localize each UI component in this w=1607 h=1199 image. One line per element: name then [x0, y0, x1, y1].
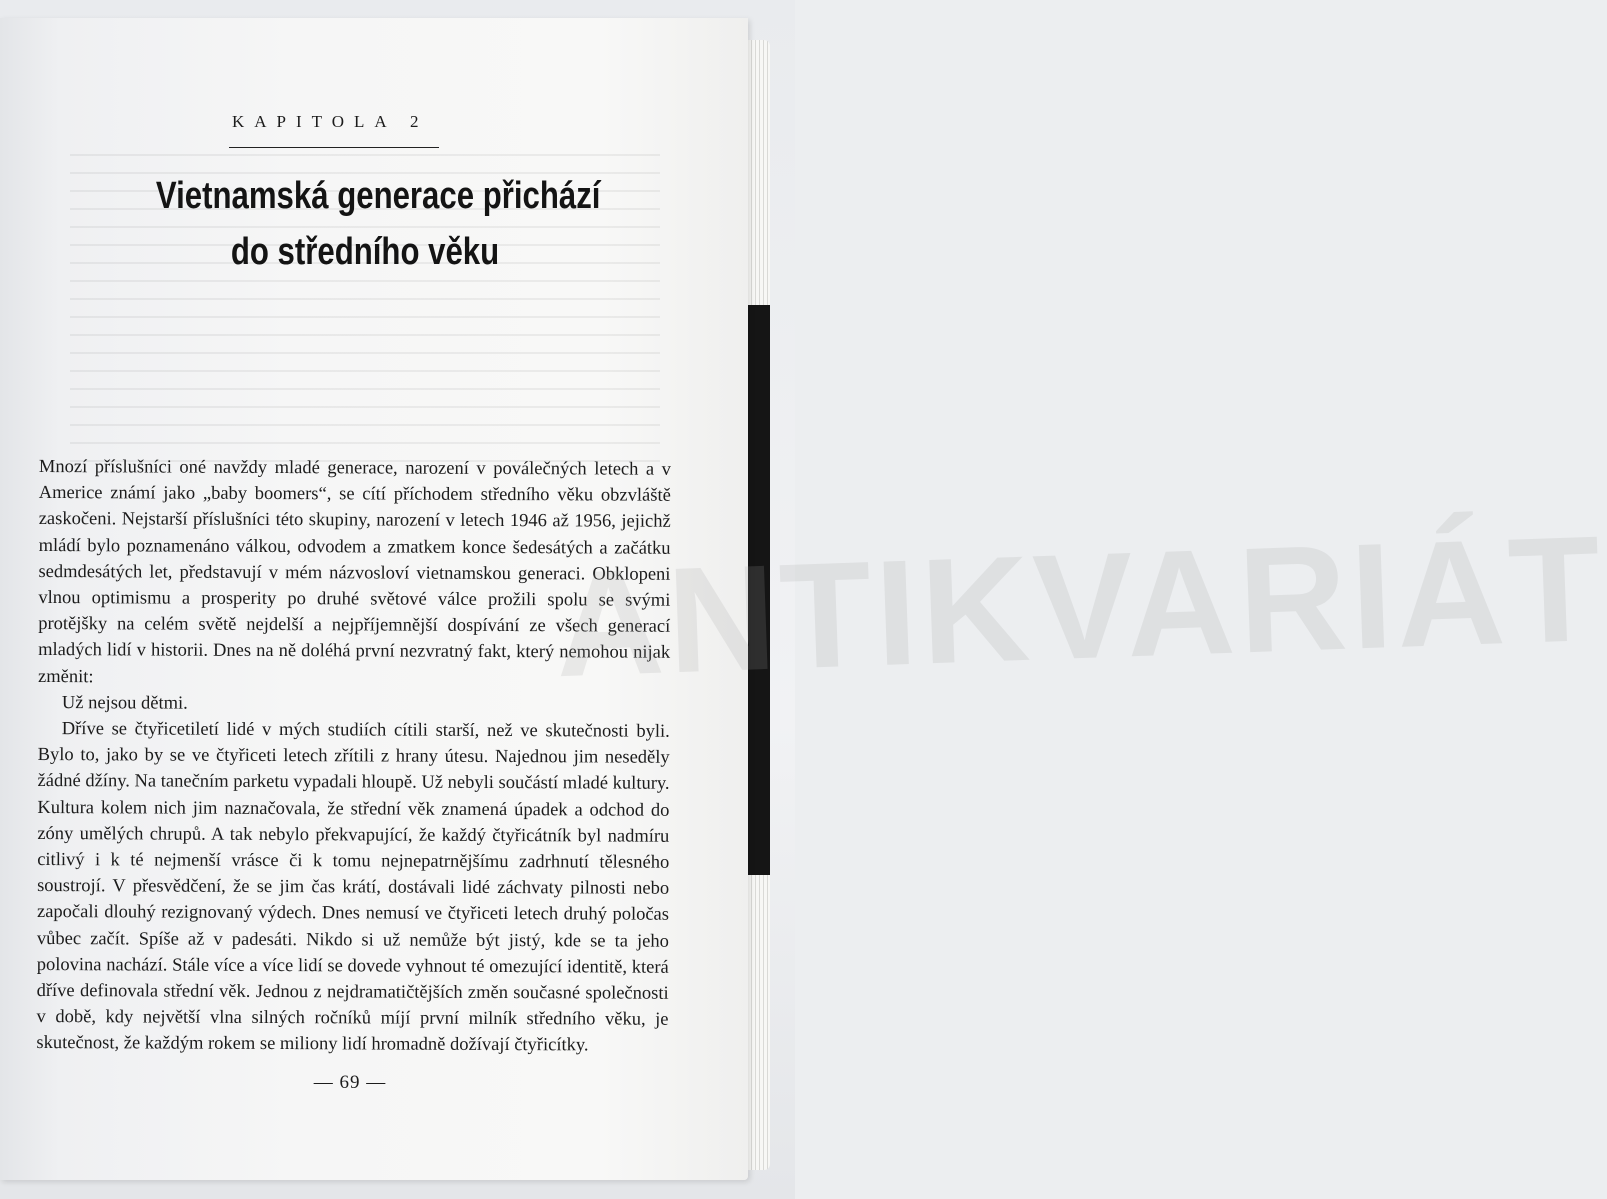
paragraph-3: Dříve se čtyřicetiletí lidé v mých studiích cítili starší, než ve skutečnosti byli. Bylo to, jako by se ve čtyřiceti letech zřítili z hrany útesu. Najednou jim neseděly žádné džíny. Na tanečním parketu vypadali hloupě. Už nebyli součástí mladé kultury. Kultura kolem nich jim naznačovala, že střední věk znamená úpadek a odchod do zóny umělých chrupů. A tak nebylo překvapující, že každý čtyřicátník byl nadmíru citlivý i k té nejmenší vrásce či k tomu nejnepatrnějšímu zadrhnutí tělesného soustrojí. V přesvědčení, že se jim čas krátí, dostávali lidé záchvaty pilnosti nebo započali dlouhý rezignovaný výdech. Dnes nemusí ve čtyřiceti letech druhý poločas vůbec začít. Spíše až v padesáti. Nikdo si už nemůže být jistý, kde se ta jeho polovina nachází. Stále více a více lidí se dovede vyhnout té omezující identitě, která dříve definovala střední věk. Jednou z nejdramatičtějších změn současné společnosti v době, kdy největší vlna silných ročníků míjí první milník středního věku, je skutečnost, že každým rokem se miliony lidí hromadně dožívají čtyřicítky.: [36, 719, 670, 1056]
chapter-label: KAPITOLA 2: [232, 112, 429, 131]
page-number: — 69 —: [313, 1072, 387, 1093]
paragraph-2: Už nejsou dětmi.: [61, 692, 188, 714]
watermark: ANTIKVARIÁT: [552, 503, 1607, 709]
paragraph-1: Mnozí příslušníci oné navždy mladé generace, narození v poválečných letech a v Americe známí jako „baby boomers“, se cítí příchodem středního věku obzvláště zaskočeni. Nejstarší příslušníci této skupiny, narození v letech 1946 až 1956, jejichž mládí bylo poznamenáno válkou, odvodem a zmatkem konce šedesátých a začátku sedmdesátých let, představují v mém názvosloví vietnamskou generaci. Obklopeni vlnou optimismu a prosperity po druhé světové válce prožili spolu se svými protějšky na celém světě nejdelší a nejpříjemnější dospívání ze všech generací mladých lidí v historii. Dnes na ně doléhá první nezvratný fakt, který nemohou nijak změnit:: [37, 456, 671, 687]
chapter-title: [155, 168, 601, 280]
chapter-title-line-1: Vietnamská generace přichází: [155, 175, 601, 217]
chapter-divider: [229, 147, 439, 148]
chapter-title-line-2: do středního věku: [230, 231, 500, 273]
